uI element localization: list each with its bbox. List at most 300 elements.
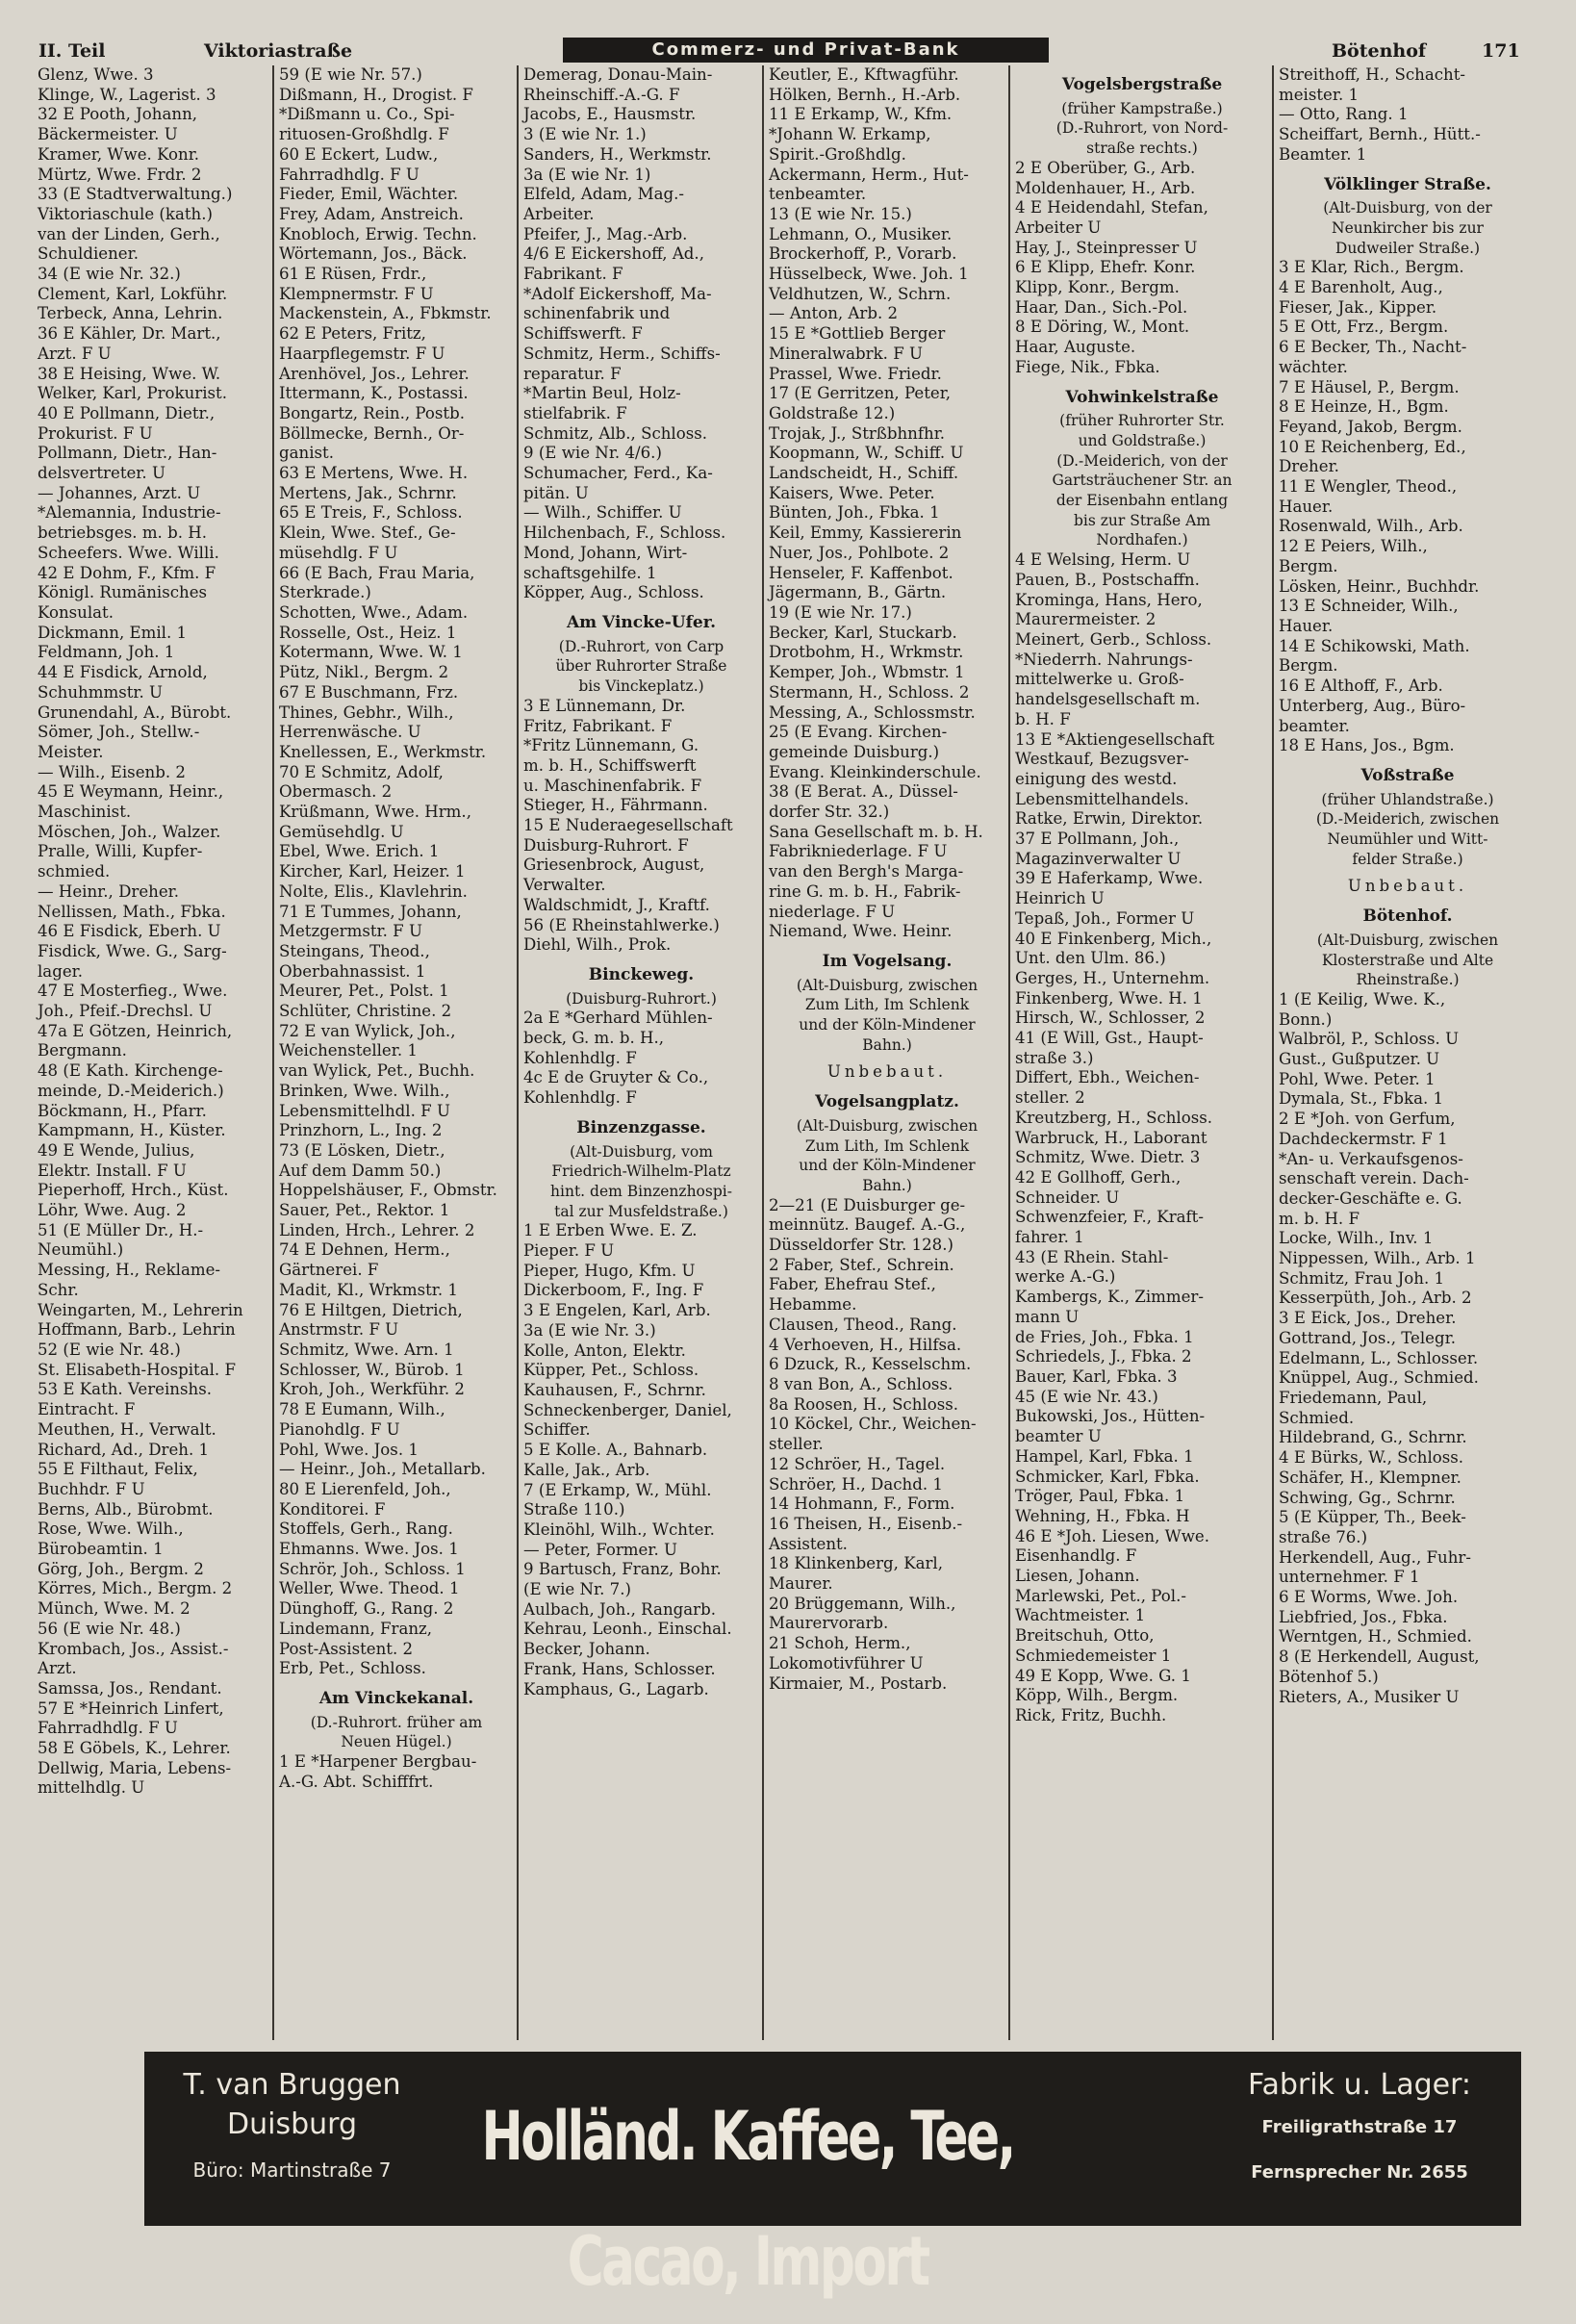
directory-entry: 10 E Reichenberg, Ed.,	[1279, 437, 1466, 456]
directory-entry: 55 E Filthaut, Felix,	[38, 1460, 198, 1479]
directory-entry: unternehmer. F 1	[1279, 1568, 1420, 1587]
directory-entry: Schwenzfeier, F., Kraft-	[1015, 1208, 1204, 1227]
directory-entry: 15 E *Gottlieb Berger	[769, 324, 946, 344]
directory-entry: werke A.-G.)	[1015, 1267, 1116, 1287]
directory-entry: Krombach, Jos., Assist.-	[38, 1639, 229, 1658]
advertisement-banner	[144, 2052, 1521, 2301]
directory-entry: Maurer.	[769, 1574, 833, 1594]
directory-entry: Dachdeckermstr. F 1	[1279, 1129, 1448, 1148]
directory-entry: 33 (E Stadtverwaltung.)	[38, 185, 233, 204]
directory-entry: Kambergs, K., Zimmer-	[1015, 1288, 1204, 1307]
directory-entry: Aulbach, Joh., Rangarb.	[523, 1599, 716, 1619]
street-heading: Im Vogelsang.	[822, 951, 953, 971]
directory-entry: Dickmann, Emil. 1	[38, 623, 188, 642]
directory-entry: Pieper, Hugo, Kfm. U	[523, 1261, 696, 1280]
directory-entry: Dymala, St., Fbka. 1	[1279, 1089, 1444, 1109]
directory-entry: Lindemann, Franz,	[279, 1619, 433, 1638]
directory-entry: Kreutzberg, H., Schloss.	[1015, 1108, 1213, 1127]
directory-entry: 76 E Hiltgen, Dietrich,	[279, 1300, 463, 1319]
directory-entry: Feyand, Jakob, Bergm.	[1279, 417, 1462, 436]
directory-entry: Jägermann, B., Gärtn.	[769, 583, 947, 602]
directory-entry: — Peter, Former. U	[523, 1540, 677, 1559]
directory-entry: Schriedels, J., Fbka. 2	[1015, 1347, 1192, 1366]
directory-entry: Rieters, A., Musiker U	[1279, 1687, 1460, 1706]
directory-entry: Finkenberg, Wwe. H. 1	[1015, 988, 1203, 1008]
directory-entry: Tröger, Paul, Fbka. 1	[1015, 1487, 1185, 1506]
directory-entry: Hirsch, W., Schlosser, 2	[1015, 1009, 1206, 1028]
directory-entry: Hay, J., Steinpresser U	[1015, 238, 1198, 257]
directory-entry: Haar, Dan., Sich.-Pol.	[1015, 297, 1188, 317]
directory-entry: Schmicker, Karl, Fbka.	[1015, 1467, 1200, 1486]
directory-entry: Tepaß, Joh., Former U	[1015, 908, 1195, 928]
directory-entry: Straße 110.)	[523, 1500, 625, 1520]
directory-entry: 19 (E wie Nr. 17.)	[769, 602, 912, 622]
street-description-line: tal zur Musfeldstraße.)	[554, 1202, 728, 1220]
directory-entry: Friedemann, Paul,	[1279, 1389, 1428, 1407]
directory-entry: mann U	[1015, 1307, 1080, 1326]
directory-entry: Kauhausen, F., Schrnr.	[523, 1381, 706, 1399]
column-3	[521, 65, 764, 2040]
directory-entry: Wachtmeister. 1	[1015, 1606, 1146, 1625]
ad-factory-label: Fabrik u. Lager:	[1247, 2068, 1472, 2102]
directory-entry: 2—21 (E Duisburger ge-	[769, 1195, 966, 1214]
page-number: 171	[1482, 40, 1520, 62]
directory-entry: *Fritz Lünnemann, G.	[523, 736, 699, 755]
directory-entry: Böllmecke, Bernh., Or-	[279, 423, 465, 443]
directory-entry: schaftsgehilfe. 1	[523, 563, 657, 582]
directory-entry: Fieder, Emil, Wächter.	[279, 185, 459, 204]
directory-entry: Weller, Wwe. Theod. 1	[279, 1579, 460, 1598]
directory-entry: Hildebrand, G., Schrnr.	[1279, 1428, 1467, 1447]
directory-entry: Mertens, Jak., Schrnr.	[279, 483, 457, 502]
directory-entry: Sterkrade.)	[279, 583, 371, 602]
directory-entry: betriebsges. m. b. H.	[38, 524, 208, 543]
directory-entry: Knüppel, Aug., Schmied.	[1279, 1368, 1479, 1388]
unbuilt-note: Unbebaut.	[1347, 877, 1468, 896]
directory-entry: Pieper. F U	[523, 1241, 615, 1261]
directory-entry: einigung des westd.	[1015, 769, 1178, 788]
street-description-line: Bahn.)	[862, 1176, 912, 1194]
directory-entry: Kampmann, H., Küster.	[38, 1121, 226, 1140]
directory-entry: Drotbohm, H., Wrkmstr.	[769, 643, 964, 662]
directory-entry: Hoppelshäuser, F., Obmstr.	[279, 1181, 497, 1200]
directory-entry: Knellessen, E., Werkmstr.	[279, 742, 487, 761]
ad-phone: Fernsprecher Nr. 2655	[1251, 2162, 1468, 2183]
directory-entry: schinenfabrik und	[523, 304, 671, 323]
directory-entry: St. Elisabeth-Hospital. F	[38, 1360, 236, 1379]
directory-entry: 8 E Döring, W., Mont.	[1015, 318, 1190, 337]
directory-entry: Kolle, Anton, Elektr.	[523, 1341, 686, 1360]
directory-entry: 47a E Götzen, Heinrich,	[38, 1021, 233, 1040]
directory-entry: Locke, Wilh., Inv. 1	[1279, 1229, 1434, 1248]
directory-entry: (E wie Nr. 7.)	[523, 1580, 631, 1599]
directory-entry: Prinzhorn, L., Ing. 2	[279, 1121, 443, 1140]
directory-entry: Kircher, Karl, Heizer. 1	[279, 862, 466, 881]
directory-entry: 72 E van Wylick, Joh.,	[279, 1021, 456, 1040]
directory-entry: 16 Theisen, H., Eisenb.-	[769, 1514, 963, 1533]
directory-entry: 11 E Wengler, Theod.,	[1279, 477, 1458, 497]
directory-entry: Schwing, Gg., Schrnr.	[1279, 1488, 1456, 1507]
directory-entry: Kemper, Joh., Wbmstr. 1	[769, 663, 965, 682]
street-description	[766, 976, 1008, 1056]
directory-entry: Fabrikniederlage. F U	[769, 842, 948, 861]
directory-entry: Mineralwabrk. F U	[769, 344, 923, 363]
street-description-line: über Ruhrorter Straße	[555, 657, 727, 676]
street-heading: Binckeweg.	[588, 964, 695, 984]
directory-entry: Schmitz, Wwe. Arn. 1	[279, 1341, 454, 1359]
directory-entry: Richard, Ad., Dreh. 1	[38, 1440, 210, 1459]
directory-entry: 7 (E Erkamp, W., Mühl.	[523, 1480, 712, 1499]
directory-entry: Duisburg-Ruhrort. F	[523, 835, 689, 855]
street-description-line: (Alt-Duisburg, zwischen	[796, 976, 979, 994]
directory-entry: 44 E Fisdick, Arnold,	[38, 663, 208, 682]
directory-entry: Koopmann, W., Schiff. U	[769, 444, 964, 463]
directory-entry: Frey, Adam, Anstreich.	[279, 204, 464, 223]
directory-entry: 60 E Eckert, Ludw.,	[279, 144, 439, 164]
directory-entry: 65 E Treis, F., Schloss.	[279, 503, 463, 523]
directory-entry: Gerges, H., Unternehm.	[1015, 968, 1210, 987]
directory-entry: lager.	[38, 961, 84, 981]
directory-entry: Stieger, H., Fährmann.	[523, 796, 708, 815]
directory-entry: — Johannes, Arzt. U	[38, 483, 201, 502]
ad-company-block	[165, 2068, 419, 2182]
directory-entry: Bünten, Joh., Fbka. 1	[769, 503, 940, 523]
directory-entry: 6 E Worms, Wwe. Joh.	[1279, 1588, 1459, 1607]
directory-entry: straße 76.)	[1279, 1527, 1368, 1546]
street-description-line: Zum Lith, Im Schlenk	[804, 1136, 970, 1155]
street-description-line: bis Vinckeplatz.)	[578, 677, 704, 696]
directory-entry: 51 (E Müller Dr., H.-	[38, 1220, 204, 1239]
directory-entry: Schlosser, W., Bürob. 1	[279, 1360, 465, 1379]
street-description	[521, 1142, 762, 1222]
directory-entry: — Heinr., Joh., Metallarb.	[279, 1460, 486, 1479]
directory-entry: 2 Faber, Stef., Schrein.	[769, 1255, 954, 1274]
directory-entry: — Otto, Rang. 1	[1279, 105, 1409, 124]
street-description-line: Zum Lith, Im Schlenk	[804, 996, 970, 1014]
directory-entry: Fiege, Nik., Fbka.	[1015, 357, 1160, 376]
directory-entry: 4 E Heidendahl, Stefan,	[1015, 198, 1208, 217]
directory-entry: Clement, Karl, Lokführ.	[38, 284, 228, 303]
directory-entry: Kesserpüth, Joh., Arb. 2	[1279, 1289, 1472, 1308]
directory-entry: Schotten, Wwe., Adam.	[279, 602, 469, 622]
directory-entry: Welker, Karl, Prokurist.	[38, 384, 227, 403]
directory-entry: Schäfer, H., Klempner.	[1279, 1468, 1462, 1487]
directory-entry: 13 (E wie Nr. 15.)	[769, 204, 912, 223]
directory-entry: Hebamme.	[769, 1295, 857, 1315]
directory-entry: Maurervorarb.	[769, 1614, 889, 1633]
directory-entry: 2 E Oberüber, G., Arb.	[1015, 158, 1196, 177]
directory-entry: Kroh, Joh., Werkführ. 2	[279, 1380, 465, 1399]
directory-entry: müsehdlg. F U	[279, 543, 398, 562]
directory-entry: Dellwig, Maria, Lebens-	[38, 1758, 232, 1777]
directory-entry: Dißmann, H., Drogist. F	[279, 85, 473, 104]
directory-entry: 16 E Althoff, F., Arb.	[1279, 677, 1443, 696]
directory-entry: Schneider. U	[1015, 1188, 1120, 1207]
directory-entry: 63 E Mertens, Wwe. H.	[279, 464, 469, 483]
street-description-line: felder Straße.)	[1352, 850, 1463, 868]
directory-entry: Schr.	[38, 1280, 79, 1299]
directory-entry: Thines, Gebhr., Wilh.,	[279, 702, 454, 722]
directory-entry: senschaft verein. Dach-	[1279, 1169, 1469, 1188]
column-4	[766, 65, 1010, 2040]
directory-entry: 4c E de Gruyter & Co.,	[523, 1068, 709, 1087]
directory-entry: 37 E Pollmann, Joh.,	[1015, 830, 1180, 849]
directory-entry: van den Bergh's Marga-	[769, 862, 964, 881]
street-description-line: hint. dem Binzenzhospi-	[550, 1182, 732, 1200]
directory-entry: Weichensteller. 1	[279, 1041, 418, 1060]
directory-entry: Nuer, Jos., Pohlbote. 2	[769, 543, 950, 562]
directory-entry: Rick, Fritz, Buchh.	[1015, 1705, 1167, 1724]
directory-entry: Lebensmittelhdl. F U	[279, 1101, 450, 1120]
directory-entry: Nippessen, Wilh., Arb. 1	[1279, 1249, 1476, 1268]
directory-entry: Arzt.	[38, 1659, 77, 1678]
directory-entry: Griesenbrock, August,	[523, 856, 705, 875]
directory-entry: 70 E Schmitz, Adolf,	[279, 762, 444, 781]
directory-entry: Sana Gesellschaft m. b. H.	[769, 822, 983, 841]
directory-entry: Kaisers, Wwe. Peter.	[769, 483, 935, 502]
directory-entry: Görg, Joh., Bergm. 2	[38, 1559, 204, 1578]
directory-entry: 1 E Erben Wwe. E. Z.	[523, 1221, 698, 1240]
street-description-line: und der Köln-Mindener	[799, 1016, 976, 1034]
directory-entry: 49 E Wende, Julius,	[38, 1140, 195, 1160]
directory-entry: Maschinist.	[38, 803, 132, 822]
directory-entry: Schrör, Joh., Schloss. 1	[279, 1559, 466, 1578]
street-heading: Völklinger Straße.	[1324, 174, 1491, 194]
street-description-line: und der Köln-Mindener	[799, 1157, 976, 1175]
directory-entry: Pohl, Wwe. Peter. 1	[1279, 1069, 1436, 1088]
street-description	[766, 1116, 1008, 1196]
directory-entry: wächter.	[1279, 357, 1348, 376]
directory-entry: 39 E Haferkamp, Wwe.	[1015, 869, 1204, 888]
directory-entry: Waldschmidt, J., Kraftf.	[523, 895, 710, 914]
directory-entry: meister. 1	[1279, 85, 1360, 104]
directory-entry: beck, G. m. b. H.,	[523, 1029, 665, 1048]
directory-entry: Buchhdr. F U	[38, 1479, 145, 1498]
directory-entry: Verwalter.	[523, 876, 606, 895]
directory-entry: Meinert, Gerb., Schloss.	[1015, 629, 1212, 649]
street-description	[1276, 931, 1539, 990]
directory-entry: Klinge, W., Lagerist. 3	[38, 85, 216, 104]
street-description-line: straße rechts.)	[1086, 140, 1198, 158]
bank-banner: Commerz- und Privat-Bank	[563, 38, 1049, 63]
directory-entry: rituosen-Großhdlg. F	[279, 125, 449, 144]
directory-entry: Terbeck, Anna, Lehrin.	[38, 304, 223, 323]
directory-entry: Kirmaier, M., Postarb.	[769, 1673, 948, 1693]
directory-entry: 3a (E wie Nr. 3.)	[523, 1320, 656, 1340]
street-description-line: Neumühler und Witt-	[1327, 830, 1488, 849]
directory-entry: Eisenhandlg. F	[1015, 1546, 1137, 1566]
directory-entry: Knobloch, Erwig. Techn.	[279, 224, 477, 243]
directory-entry: de Fries, Joh., Fbka. 1	[1015, 1327, 1194, 1346]
directory-entry: Moldenhauer, H., Arb.	[1015, 178, 1196, 197]
directory-entry: meinnütz. Baugef. A.-G.,	[769, 1215, 966, 1235]
street-description-line: (früher Ruhrorter Str.	[1059, 412, 1225, 430]
right-street-title: Bötenhof	[1332, 40, 1427, 62]
directory-entry: Pieperhoff, Hrch., Küst.	[38, 1181, 229, 1200]
directory-entry: 53 E Kath. Vereinshs.	[38, 1380, 212, 1399]
directory-entry: Rose, Wwe. Wilh.,	[38, 1520, 184, 1539]
street-description-line: (Alt-Duisburg, vom	[570, 1142, 713, 1161]
directory-entry: 42 E Dohm, F., Kfm. F	[38, 563, 216, 582]
directory-entry: 5 (E Küpper, Th., Beek-	[1279, 1508, 1466, 1527]
directory-entry: Bukowski, Jos., Hütten-	[1015, 1407, 1206, 1426]
directory-entry: Ehmanns. Wwe. Jos. 1	[279, 1540, 459, 1559]
directory-entry: Arbeiter U	[1015, 217, 1102, 237]
directory-entry: Schmitz, Wwe. Dietr. 3	[1015, 1148, 1201, 1167]
directory-entry: 47 E Mosterfieg., Wwe.	[38, 982, 228, 1001]
directory-entry: Wörtemann, Jos., Bäck.	[279, 244, 468, 264]
directory-entry: A.-G. Abt. Schifffrt.	[279, 1772, 434, 1791]
street-description-line: bis zur Straße Am	[1073, 511, 1211, 529]
directory-entry: Rosenwald, Wilh., Arb.	[1279, 517, 1463, 536]
directory-entry: Köpper, Aug., Schloss.	[523, 583, 704, 602]
directory-entry: 3 E Engelen, Karl, Arb.	[523, 1301, 711, 1320]
directory-entry: stielfabrik. F	[523, 403, 627, 422]
directory-entry: m. b. H. F	[1279, 1209, 1360, 1228]
directory-entry: 71 E Tummes, Johann,	[279, 902, 462, 921]
directory-entry: Schmied.	[1279, 1408, 1355, 1427]
directory-columns	[35, 65, 1539, 2040]
directory-entry: Unterberg, Aug., Büro-	[1279, 696, 1466, 715]
directory-entry: Kohlenhdlg. F	[523, 1048, 637, 1067]
directory-entry: niederlage. F U	[769, 902, 896, 921]
directory-entry: 45 E Weymann, Heinr.,	[38, 782, 224, 802]
street-heading: Vogelsbergstraße	[1061, 75, 1223, 94]
directory-entry: 2a E *Gerhard Mühlen-	[523, 1009, 713, 1028]
directory-entry: Münch, Wwe. M. 2	[38, 1599, 191, 1619]
directory-entry: Köpp, Wilh., Bergm.	[1015, 1686, 1179, 1705]
ad-main-slogan: Holländ. Kaffee, Tee, Cacao, Import	[481, 2097, 1014, 2301]
part-label: II. Teil	[38, 40, 106, 62]
directory-entry: *Niederrh. Nahrungs-	[1015, 650, 1193, 669]
directory-entry: Gottrand, Jos., Telegr.	[1279, 1328, 1456, 1347]
directory-entry: Klempnermstr. F U	[279, 284, 434, 303]
directory-entry: Bötenhof 5.)	[1279, 1667, 1379, 1686]
street-description-line: (D.-Ruhrort, von Nord-	[1055, 119, 1229, 138]
column-6	[1276, 65, 1539, 2040]
directory-entry: Fieser, Jak., Kipper.	[1279, 297, 1437, 317]
directory-entry: Lokomotivführer U	[769, 1653, 924, 1673]
directory-entry: Dickerboom, F., Ing. F	[523, 1281, 704, 1300]
directory-entry: rine G. m. b. H., Fabrik-	[769, 881, 961, 901]
ad-company-name: T. van Bruggen	[183, 2068, 401, 2102]
directory-entry: Maurermeister. 2	[1015, 610, 1157, 629]
directory-entry: Demerag, Donau-Main-	[523, 65, 713, 84]
directory-entry: Mackenstein, A., Fbkmstr.	[279, 304, 492, 323]
directory-entry: Schuhmmstr. U	[38, 682, 164, 702]
column-1	[35, 65, 274, 2040]
directory-entry: Klipp, Konr., Bergm.	[1015, 278, 1180, 297]
street-description-line: Bahn.)	[862, 1035, 912, 1054]
directory-entry: Evang. Kleinkinderschule.	[769, 762, 981, 781]
directory-entry: Liesen, Johann.	[1015, 1567, 1140, 1586]
directory-entry: Bergm.	[1279, 656, 1338, 676]
directory-entry: pitän. U	[523, 483, 589, 502]
directory-entry: 56 (E Rheinstahlwerke.)	[523, 915, 720, 934]
directory-entry: Hüsselbeck, Wwe. Joh. 1	[769, 265, 969, 284]
directory-entry: Fritz, Fabrikant. F	[523, 716, 673, 735]
street-description-line: Klosterstraße und Alte	[1321, 951, 1494, 969]
directory-entry: Stoffels, Gerh., Rang.	[279, 1520, 453, 1539]
directory-entry: 12 Schröer, H., Tagel.	[769, 1454, 946, 1473]
street-description-line: (Alt-Duisburg, zwischen	[1316, 931, 1499, 949]
directory-entry: Pralle, Willi, Kupfer-	[38, 842, 203, 861]
directory-entry: mittelhdlg. U	[38, 1778, 145, 1798]
directory-entry: 38 (E Berat. A., Düssel-	[769, 782, 958, 802]
directory-entry: Beamter. 1	[1279, 144, 1367, 164]
directory-entry: 13 E *Aktiengesellschaft	[1015, 729, 1215, 749]
directory-entry: Konditorei. F	[279, 1499, 386, 1519]
directory-entry: Fisdick, Wwe. G., Sarg-	[38, 941, 227, 960]
directory-entry: Assistent.	[769, 1534, 848, 1553]
directory-entry: Bergm.	[1279, 556, 1338, 575]
directory-entry: 25 (E Evang. Kirchen-	[769, 723, 948, 742]
directory-entry: Hoffmann, Barb., Lehrin	[38, 1320, 236, 1340]
street-description-line: (D.-Ruhrort, von Carp	[558, 637, 724, 655]
directory-entry: Klein, Wwe. Stef., Ge-	[279, 524, 456, 543]
directory-entry: Bongartz, Rein., Postb.	[279, 403, 465, 422]
directory-entry: Goldstraße 12.)	[769, 403, 896, 422]
directory-entry: beamter U	[1015, 1427, 1102, 1446]
directory-entry: Hölken, Bernh., H.-Arb.	[769, 85, 961, 104]
unbuilt-note: Unbebaut.	[826, 1062, 948, 1082]
directory-entry: Mürtz, Wwe. Frdr. 2	[38, 165, 202, 184]
directory-entry: 1 (E Keilig, Wwe. K.,	[1279, 989, 1446, 1009]
directory-entry: 18 E Hans, Jos., Bgm.	[1279, 736, 1455, 755]
street-description-line: Dudweiler Straße.)	[1335, 239, 1481, 257]
ad-factory-address: Freiligrathstraße 17	[1261, 2117, 1458, 2137]
directory-entry: Kalle, Jak., Arb.	[523, 1460, 650, 1479]
directory-entry: Joh., Pfeif.-Drechsl. U	[38, 1002, 213, 1021]
directory-entry: Möschen, Joh., Walzer.	[38, 822, 221, 841]
directory-entry: — Heinr., Dreher.	[38, 881, 180, 901]
directory-entry: 6 Dzuck, R., Kesselschm.	[769, 1355, 972, 1374]
directory-entry: Keutler, E., Kftwagführ.	[769, 65, 959, 84]
directory-entry: Prassel, Wwe. Friedr.	[769, 364, 942, 383]
directory-entry: 13 E Schneider, Wilh.,	[1279, 597, 1459, 616]
directory-entry: Madit, Kl., Wrkmstr. 1	[279, 1280, 458, 1299]
directory-entry: 43 (E Rhein. Stahl-	[1015, 1247, 1169, 1266]
directory-entry: Herkendell, Aug., Fuhr-	[1279, 1547, 1471, 1567]
left-street-title: Viktoriastraße	[204, 40, 353, 62]
street-heading: Binzenzgasse.	[576, 1117, 706, 1137]
directory-entry: 4 E Bürks, W., Schloss.	[1279, 1448, 1464, 1468]
directory-entry: decker-Geschäfte e. G.	[1279, 1188, 1462, 1208]
directory-entry: Landscheidt, H., Schiff.	[769, 464, 959, 483]
directory-entry: Weingarten, M., Lehrerin	[38, 1300, 243, 1319]
street-description	[521, 637, 762, 697]
directory-entry: Metzgermstr. F U	[279, 922, 422, 941]
directory-entry: Edelmann, L., Schlosser.	[1279, 1348, 1479, 1367]
directory-entry: Clausen, Theod., Rang.	[769, 1315, 957, 1334]
directory-entry: mittelwerke u. Groß-	[1015, 670, 1184, 689]
directory-entry: 73 (E Lösken, Dietr.,	[279, 1140, 445, 1160]
directory-entry: van der Linden, Gerh.,	[38, 224, 220, 243]
directory-entry: Prokurist. F U	[38, 423, 153, 443]
directory-entry: Heinrich U	[1015, 889, 1105, 908]
directory-entry: Krüßmann, Wwe. Hrm.,	[279, 803, 471, 822]
directory-entry: Bergmann.	[38, 1041, 127, 1060]
directory-entry: 80 E Lierenfeld, Joh.,	[279, 1479, 451, 1498]
directory-entry: 46 E *Joh. Liesen, Wwe.	[1015, 1526, 1210, 1545]
street-description	[521, 989, 762, 1009]
directory-entry: Schmiedemeister 1	[1015, 1646, 1172, 1665]
directory-entry: 46 E Fisdick, Eberh. U	[38, 922, 221, 941]
ad-office-address: Büro: Martinstraße 7	[192, 2158, 392, 2182]
street-description-line: (früher Uhlandstraße.)	[1321, 790, 1494, 808]
directory-entry: Post-Assistent. 2	[279, 1639, 414, 1658]
directory-entry: 10 Köckel, Chr., Weichen-	[769, 1415, 977, 1434]
